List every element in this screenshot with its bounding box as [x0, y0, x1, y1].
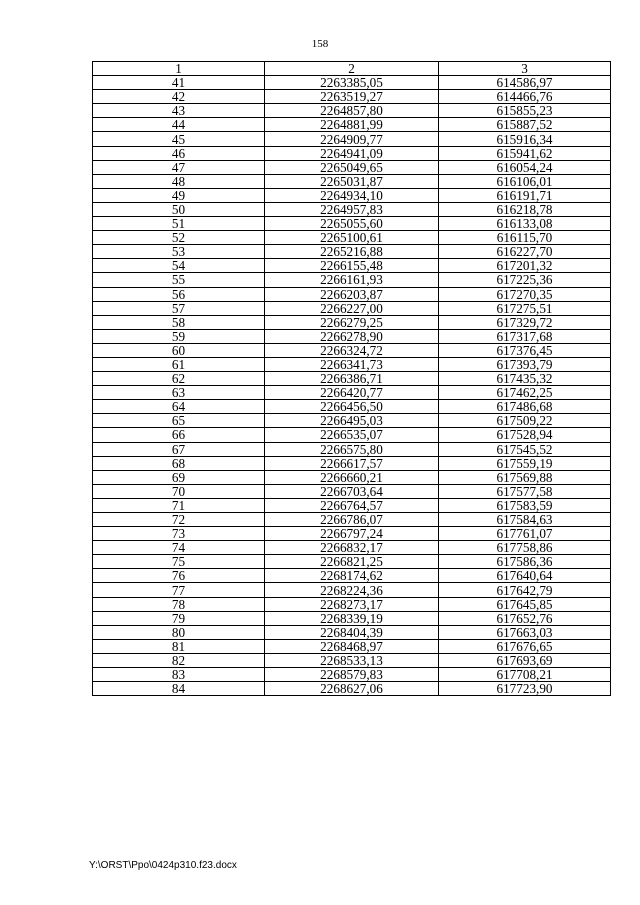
y-coordinate-cell: 615855,23 [439, 104, 611, 118]
point-number-cell: 82 [93, 653, 265, 667]
table-row [93, 132, 611, 146]
point-number-cell: 68 [93, 456, 265, 470]
point-number-cell: 81 [93, 639, 265, 653]
point-number-cell: 59 [93, 329, 265, 343]
table-row [93, 160, 611, 174]
y-coordinate-cell: 617577,58 [439, 484, 611, 498]
x-coordinate-cell: 2265100,61 [265, 231, 439, 245]
point-number-cell: 47 [93, 160, 265, 174]
y-coordinate-cell: 617545,52 [439, 442, 611, 456]
x-coordinate-cell: 2266203,87 [265, 287, 439, 301]
y-coordinate-cell: 617761,07 [439, 527, 611, 541]
table-body [93, 76, 611, 696]
table-row [93, 245, 611, 259]
table-row [93, 555, 611, 569]
x-coordinate-cell: 2265031,87 [265, 174, 439, 188]
table-row [93, 653, 611, 667]
table-row [93, 442, 611, 456]
point-number-cell: 52 [93, 231, 265, 245]
x-coordinate-cell: 2266278,90 [265, 329, 439, 343]
table-row [93, 400, 611, 414]
y-coordinate-cell: 615916,34 [439, 132, 611, 146]
y-coordinate-cell: 614586,97 [439, 76, 611, 90]
x-coordinate-cell: 2268224,36 [265, 583, 439, 597]
table-row [93, 202, 611, 216]
x-coordinate-cell: 2264934,10 [265, 188, 439, 202]
table-row [93, 76, 611, 90]
column-header-1: 1 [93, 62, 265, 76]
y-coordinate-cell: 617509,22 [439, 414, 611, 428]
x-coordinate-cell: 2266764,57 [265, 498, 439, 512]
x-coordinate-cell: 2266324,72 [265, 343, 439, 357]
point-number-cell: 43 [93, 104, 265, 118]
y-coordinate-cell: 617652,76 [439, 611, 611, 625]
x-coordinate-cell: 2268273,17 [265, 597, 439, 611]
y-coordinate-cell: 616218,78 [439, 202, 611, 216]
table-row [93, 357, 611, 371]
table-row [93, 329, 611, 343]
y-coordinate-cell: 616054,24 [439, 160, 611, 174]
x-coordinate-cell: 2268339,19 [265, 611, 439, 625]
y-coordinate-cell: 617569,88 [439, 470, 611, 484]
point-number-cell: 51 [93, 217, 265, 231]
y-coordinate-cell: 617583,59 [439, 498, 611, 512]
table-row [93, 343, 611, 357]
page-number: 158 [311, 38, 329, 50]
y-coordinate-cell: 617317,68 [439, 329, 611, 343]
y-coordinate-cell: 617201,32 [439, 259, 611, 273]
table-row [93, 569, 611, 583]
table-row [93, 386, 611, 400]
y-coordinate-cell: 617708,21 [439, 668, 611, 682]
table-header-row [93, 62, 611, 76]
coordinates-table [92, 61, 611, 696]
point-number-cell: 44 [93, 118, 265, 132]
x-coordinate-cell: 2266456,50 [265, 400, 439, 414]
x-coordinate-cell: 2268174,62 [265, 569, 439, 583]
x-coordinate-cell: 2266495,03 [265, 414, 439, 428]
point-number-cell: 58 [93, 315, 265, 329]
table-row [93, 668, 611, 682]
y-coordinate-cell: 617640,64 [439, 569, 611, 583]
x-coordinate-cell: 2264857,80 [265, 104, 439, 118]
x-coordinate-cell: 2266279,25 [265, 315, 439, 329]
x-coordinate-cell: 2268468,97 [265, 639, 439, 653]
point-number-cell: 74 [93, 541, 265, 555]
table-row [93, 639, 611, 653]
point-number-cell: 79 [93, 611, 265, 625]
table-row [93, 217, 611, 231]
point-number-cell: 66 [93, 428, 265, 442]
point-number-cell: 55 [93, 273, 265, 287]
x-coordinate-cell: 2265055,60 [265, 217, 439, 231]
y-coordinate-cell: 617559,19 [439, 456, 611, 470]
y-coordinate-cell: 616227,70 [439, 245, 611, 259]
x-coordinate-cell: 2265216,88 [265, 245, 439, 259]
table-row [93, 104, 611, 118]
x-coordinate-cell: 2268579,83 [265, 668, 439, 682]
point-number-cell: 62 [93, 372, 265, 386]
x-coordinate-cell: 2268627,06 [265, 682, 439, 696]
y-coordinate-cell: 615887,52 [439, 118, 611, 132]
y-coordinate-cell: 617225,36 [439, 273, 611, 287]
x-coordinate-cell: 2265049,65 [265, 160, 439, 174]
table-row [93, 456, 611, 470]
x-coordinate-cell: 2264957,83 [265, 202, 439, 216]
x-coordinate-cell: 2263519,27 [265, 90, 439, 104]
y-coordinate-cell: 615941,62 [439, 146, 611, 160]
y-coordinate-cell: 617723,90 [439, 682, 611, 696]
table-row [93, 301, 611, 315]
table-row [93, 273, 611, 287]
point-number-cell: 56 [93, 287, 265, 301]
y-coordinate-cell: 614466,76 [439, 90, 611, 104]
point-number-cell: 71 [93, 498, 265, 512]
table-row [93, 527, 611, 541]
table-row [93, 414, 611, 428]
y-coordinate-cell: 617393,79 [439, 357, 611, 371]
table-row [93, 90, 611, 104]
y-coordinate-cell: 617376,45 [439, 343, 611, 357]
y-coordinate-cell: 617693,69 [439, 653, 611, 667]
x-coordinate-cell: 2266386,71 [265, 372, 439, 386]
point-number-cell: 76 [93, 569, 265, 583]
point-number-cell: 72 [93, 513, 265, 527]
y-coordinate-cell: 617663,03 [439, 625, 611, 639]
y-coordinate-cell: 616133,08 [439, 217, 611, 231]
y-coordinate-cell: 617486,68 [439, 400, 611, 414]
x-coordinate-cell: 2268404,39 [265, 625, 439, 639]
point-number-cell: 69 [93, 470, 265, 484]
y-coordinate-cell: 617462,25 [439, 386, 611, 400]
table-row [93, 597, 611, 611]
x-coordinate-cell: 2266341,73 [265, 357, 439, 371]
y-coordinate-cell: 617270,35 [439, 287, 611, 301]
column-header-2: 2 [265, 62, 439, 76]
x-coordinate-cell: 2266535,07 [265, 428, 439, 442]
x-coordinate-cell: 2264941,09 [265, 146, 439, 160]
point-number-cell: 75 [93, 555, 265, 569]
x-coordinate-cell: 2266617,57 [265, 456, 439, 470]
x-coordinate-cell: 2263385,05 [265, 76, 439, 90]
table-row [93, 231, 611, 245]
table-row [93, 583, 611, 597]
point-number-cell: 50 [93, 202, 265, 216]
table-row [93, 146, 611, 160]
point-number-cell: 61 [93, 357, 265, 371]
y-coordinate-cell: 617758,86 [439, 541, 611, 555]
y-coordinate-cell: 617586,36 [439, 555, 611, 569]
table-row [93, 315, 611, 329]
y-coordinate-cell: 616106,01 [439, 174, 611, 188]
point-number-cell: 65 [93, 414, 265, 428]
y-coordinate-cell: 617645,85 [439, 597, 611, 611]
point-number-cell: 67 [93, 442, 265, 456]
table-row [93, 611, 611, 625]
table-row [93, 287, 611, 301]
point-number-cell: 45 [93, 132, 265, 146]
point-number-cell: 54 [93, 259, 265, 273]
point-number-cell: 63 [93, 386, 265, 400]
y-coordinate-cell: 617584,63 [439, 513, 611, 527]
x-coordinate-cell: 2266155,48 [265, 259, 439, 273]
x-coordinate-cell: 2266660,21 [265, 470, 439, 484]
point-number-cell: 49 [93, 188, 265, 202]
point-number-cell: 64 [93, 400, 265, 414]
table-row [93, 188, 611, 202]
y-coordinate-cell: 617528,94 [439, 428, 611, 442]
point-number-cell: 48 [93, 174, 265, 188]
table-row [93, 484, 611, 498]
x-coordinate-cell: 2266821,25 [265, 555, 439, 569]
y-coordinate-cell: 617642,79 [439, 583, 611, 597]
x-coordinate-cell: 2266161,93 [265, 273, 439, 287]
x-coordinate-cell: 2264881,99 [265, 118, 439, 132]
x-coordinate-cell: 2266832,17 [265, 541, 439, 555]
table-row [93, 372, 611, 386]
y-coordinate-cell: 616191,71 [439, 188, 611, 202]
y-coordinate-cell: 616115,70 [439, 231, 611, 245]
point-number-cell: 77 [93, 583, 265, 597]
point-number-cell: 53 [93, 245, 265, 259]
table-row [93, 174, 611, 188]
x-coordinate-cell: 2266227,00 [265, 301, 439, 315]
x-coordinate-cell: 2268533,13 [265, 653, 439, 667]
x-coordinate-cell: 2264909,77 [265, 132, 439, 146]
y-coordinate-cell: 617435,32 [439, 372, 611, 386]
table-row [93, 428, 611, 442]
point-number-cell: 78 [93, 597, 265, 611]
y-coordinate-cell: 617275,51 [439, 301, 611, 315]
table-row [93, 259, 611, 273]
x-coordinate-cell: 2266575,80 [265, 442, 439, 456]
footer-file-path: Y:\ORST\Ppo\0424p310.f23.docx [89, 860, 237, 871]
point-number-cell: 42 [93, 90, 265, 104]
point-number-cell: 83 [93, 668, 265, 682]
table-row [93, 498, 611, 512]
x-coordinate-cell: 2266797,24 [265, 527, 439, 541]
column-header-3: 3 [439, 62, 611, 76]
point-number-cell: 60 [93, 343, 265, 357]
point-number-cell: 84 [93, 682, 265, 696]
table-row [93, 118, 611, 132]
x-coordinate-cell: 2266703,64 [265, 484, 439, 498]
point-number-cell: 41 [93, 76, 265, 90]
x-coordinate-cell: 2266420,77 [265, 386, 439, 400]
x-coordinate-cell: 2266786,07 [265, 513, 439, 527]
table-row [93, 682, 611, 696]
table-row [93, 513, 611, 527]
point-number-cell: 80 [93, 625, 265, 639]
y-coordinate-cell: 617329,72 [439, 315, 611, 329]
y-coordinate-cell: 617676,65 [439, 639, 611, 653]
point-number-cell: 70 [93, 484, 265, 498]
point-number-cell: 46 [93, 146, 265, 160]
table-row [93, 541, 611, 555]
point-number-cell: 73 [93, 527, 265, 541]
table-row [93, 625, 611, 639]
point-number-cell: 57 [93, 301, 265, 315]
table-row [93, 470, 611, 484]
